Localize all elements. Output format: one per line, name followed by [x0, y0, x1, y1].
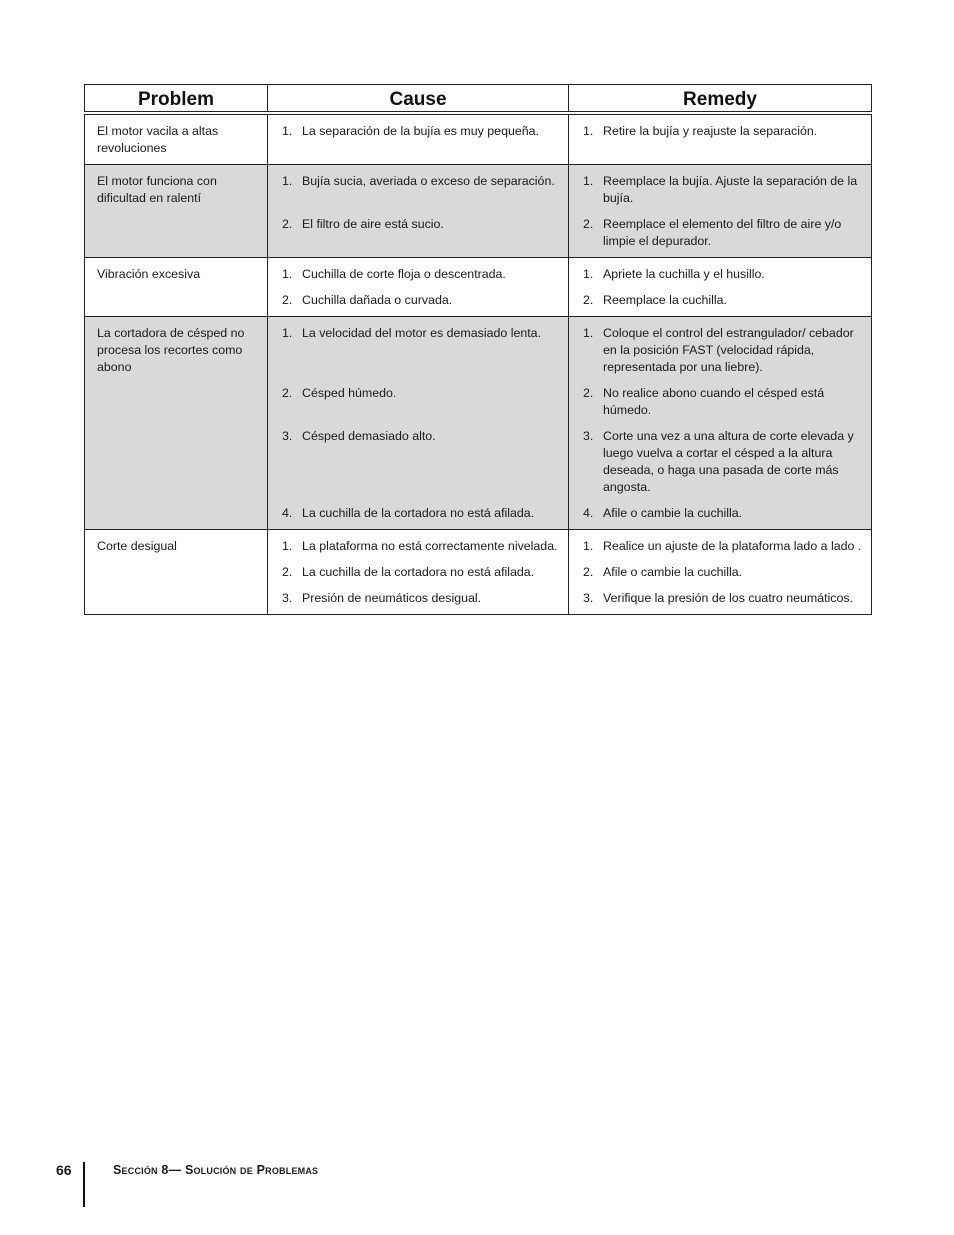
item-number: 4. — [583, 506, 594, 520]
table-row — [85, 258, 872, 317]
remedy-item — [581, 292, 863, 309]
table-header-row — [85, 85, 872, 114]
item-number: 2. — [282, 217, 293, 231]
item-number: 2. — [282, 293, 293, 307]
cause-cell — [268, 113, 569, 165]
item-number: 1. — [282, 124, 293, 138]
item-number: 1. — [583, 174, 594, 188]
item-number: 1. — [282, 539, 293, 553]
problem-cell: El motor vacila a altas revoluciones — [85, 113, 268, 165]
item-number: 1. — [282, 267, 293, 281]
cause-item — [280, 385, 560, 419]
cause-item — [280, 590, 560, 607]
section-title: Sección 8— Solución de Problemas — [113, 1163, 319, 1177]
problem-cell: El motor funciona con dificultad en ralentí — [85, 165, 268, 258]
item-text: La plataforma no está correctamente nivelada. — [302, 539, 558, 553]
cause-item — [280, 266, 560, 283]
item-text: Cuchilla de corte floja o descentrada. — [302, 267, 506, 281]
item-text: La cuchilla de la cortadora no está afilada. — [302, 565, 535, 579]
item-text: Apriete la cuchilla y el husillo. — [603, 267, 765, 281]
item-text: Corte una vez a una altura de corte elevada y luego vuelva a cortar el césped a la altura deseada, o haga una pasada de corte más angosta. — [603, 429, 854, 494]
header-problem: Problem — [85, 85, 268, 114]
item-text: Retire la bujía y reajuste la separación. — [603, 124, 818, 138]
item-text: Cuchilla dañada o curvada. — [302, 293, 453, 307]
cause-item — [280, 564, 560, 581]
item-text: No realice abono cuando el césped está húmedo. — [603, 386, 825, 417]
problem-cell: Corte desigual — [85, 530, 268, 615]
item-number: 2. — [583, 386, 594, 400]
item-text: Coloque el control del estrangulador/ cebador en la posición FAST (velocidad rápida, representada por una liebre). — [603, 326, 854, 374]
cause-cell — [268, 165, 569, 258]
item-number: 4. — [282, 506, 293, 520]
item-text: Reemplace la cuchilla. — [603, 293, 727, 307]
remedy-cell — [569, 317, 872, 530]
item-text: Bujía sucia, averiada o exceso de separación. — [302, 174, 555, 188]
item-text: Presión de neumáticos desigual. — [302, 591, 482, 605]
item-number: 1. — [583, 124, 594, 138]
item-text: Césped demasiado alto. — [302, 429, 436, 443]
cause-item — [280, 123, 560, 140]
item-number: 2. — [282, 565, 293, 579]
remedy-item — [581, 505, 863, 522]
remedy-item — [581, 564, 863, 581]
table-row — [85, 530, 872, 615]
item-text: Reemplace la bujía. Ajuste la separación de la bujía. — [603, 174, 858, 205]
cause-cell — [268, 258, 569, 317]
cause-item — [280, 216, 560, 250]
item-text: Realice un ajuste de la plataforma lado a lado . — [603, 539, 862, 553]
item-text: Afile o cambie la cuchilla. — [603, 565, 743, 579]
cause-item — [280, 325, 560, 376]
remedy-item — [581, 325, 863, 376]
item-number: 3. — [282, 429, 293, 443]
item-number: 2. — [583, 217, 594, 231]
footer-divider — [83, 1162, 85, 1207]
cause-item — [280, 538, 560, 555]
item-number: 2. — [583, 565, 594, 579]
item-text: El filtro de aire está sucio. — [302, 217, 444, 231]
remedy-item — [581, 428, 863, 496]
item-number: 2. — [282, 386, 293, 400]
item-number: 3. — [583, 429, 594, 443]
remedy-cell — [569, 165, 872, 258]
remedy-item — [581, 123, 863, 140]
remedy-item — [581, 538, 863, 555]
remedy-item — [581, 266, 863, 283]
problem-cell: Vibración excesiva — [85, 258, 268, 317]
item-text: La cuchilla de la cortadora no está afilada. — [302, 506, 535, 520]
item-number: 1. — [583, 267, 594, 281]
table-row — [85, 317, 872, 530]
page-number: 66 — [56, 1162, 72, 1178]
remedy-cell — [569, 530, 872, 615]
item-text: Césped húmedo. — [302, 386, 397, 400]
remedy-cell — [569, 113, 872, 165]
item-number: 1. — [282, 174, 293, 188]
item-number: 3. — [583, 591, 594, 605]
header-remedy: Remedy — [569, 85, 872, 114]
table-row — [85, 113, 872, 165]
item-text: La separación de la bujía es muy pequeña. — [302, 124, 539, 138]
item-text: La velocidad del motor es demasiado lenta. — [302, 326, 542, 340]
remedy-item — [581, 385, 863, 419]
item-text: Afile o cambie la cuchilla. — [603, 506, 743, 520]
cause-item — [280, 173, 560, 207]
cause-cell — [268, 530, 569, 615]
item-text: Reemplace el elemento del filtro de aire y/o limpie el depurador. — [603, 217, 842, 248]
remedy-item — [581, 590, 863, 607]
table-row — [85, 165, 872, 258]
remedy-item — [581, 216, 863, 250]
problem-cell: La cortadora de césped no procesa los recortes como abono — [85, 317, 268, 530]
item-number: 1. — [282, 326, 293, 340]
header-cause: Cause — [268, 85, 569, 114]
remedy-cell — [569, 258, 872, 317]
remedy-item — [581, 173, 863, 207]
troubleshooting-table — [84, 84, 872, 615]
cause-cell — [268, 317, 569, 530]
cause-item — [280, 505, 560, 522]
item-number: 1. — [583, 326, 594, 340]
item-number: 1. — [583, 539, 594, 553]
cause-item — [280, 292, 560, 309]
item-number: 3. — [282, 591, 293, 605]
item-number: 2. — [583, 293, 594, 307]
item-text: Verifique la presión de los cuatro neumáticos. — [603, 591, 854, 605]
cause-item — [280, 428, 560, 496]
